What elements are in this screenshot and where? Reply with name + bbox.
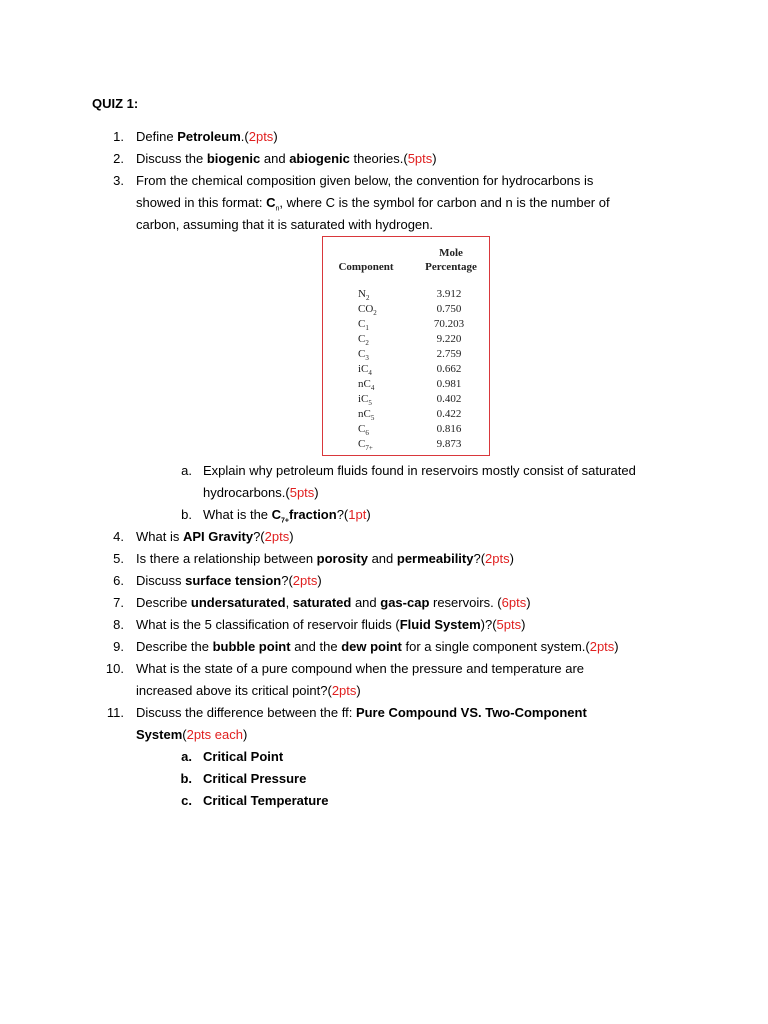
- table-row: [323, 302, 489, 317]
- component-cell: $C_6$: [358, 423, 369, 438]
- table-row: [323, 407, 489, 422]
- points-label: 2pts: [248, 129, 274, 144]
- component-cell: $iC_5$: [358, 393, 372, 408]
- percentage-cell: 0.750: [436, 303, 462, 315]
- table-row: [323, 392, 489, 407]
- component-cell: $iC_4$: [358, 363, 372, 378]
- question-number: 7.: [113, 595, 124, 610]
- table-row: [323, 422, 489, 437]
- percentage-cell: 0.981: [436, 378, 462, 390]
- table-row: [323, 377, 489, 392]
- question-number: 8.: [113, 617, 124, 632]
- percentage-cell: 70.203: [433, 318, 465, 330]
- percentage-cell: 0.422: [436, 408, 462, 420]
- question-number: a.: [181, 463, 192, 478]
- question-number: 3.: [113, 173, 124, 188]
- question-number: 5.: [113, 551, 124, 566]
- component-cell: $C_3$: [358, 348, 369, 363]
- question-number: c.: [181, 793, 192, 808]
- question-number: b.: [181, 507, 192, 522]
- component-cell: $N_2$: [358, 288, 370, 303]
- points-label: 2pts: [485, 551, 510, 566]
- percentage-cell: 0.816: [436, 423, 462, 435]
- quiz-title: QUIZ 1:: [92, 96, 139, 111]
- question-number: b.: [180, 771, 192, 786]
- component-cell: $C_1$: [358, 318, 369, 333]
- points-label: 1pt: [348, 507, 367, 522]
- table-row: [323, 362, 489, 377]
- component-cell: $C_2$: [358, 333, 369, 348]
- points-label: 5pts: [289, 485, 315, 500]
- points-label: 5pts: [407, 151, 433, 166]
- table-row: [323, 347, 489, 362]
- question-number: 10.: [105, 661, 124, 676]
- table-row: [323, 332, 489, 347]
- question-number: 9.: [113, 639, 124, 654]
- table-row: [323, 287, 489, 302]
- table-header-mole: Mole: [439, 247, 463, 259]
- percentage-cell: 0.402: [436, 393, 462, 405]
- component-cell: $CO_2$: [358, 303, 377, 318]
- table-row: [323, 317, 489, 332]
- percentage-cell: 2.759: [436, 348, 462, 360]
- question-number: 11.: [106, 705, 124, 720]
- question-number: 2.: [113, 151, 124, 166]
- component-cell: $nC_5$: [358, 408, 375, 423]
- question-number: 4.: [113, 529, 124, 544]
- question-number: 6.: [113, 573, 124, 588]
- question-number: a.: [181, 749, 192, 764]
- points-label: 6pts: [501, 595, 527, 610]
- composition-table: [322, 236, 490, 456]
- percentage-cell: 9.220: [436, 333, 462, 345]
- percentage-cell: 3.912: [436, 288, 462, 300]
- table-header-percentage: Percentage: [425, 261, 477, 273]
- points-label: 2pts: [292, 573, 318, 588]
- points-label: 2pts: [264, 529, 290, 544]
- component-cell: $C_{7+}$: [358, 438, 373, 453]
- table-header-component: Component: [338, 261, 394, 273]
- percentage-cell: 0.662: [436, 363, 462, 375]
- points-label: 5pts: [496, 617, 522, 632]
- points-label: 2pts each: [186, 727, 243, 742]
- percentage-cell: 9.873: [436, 438, 462, 450]
- points-label: 2pts: [589, 639, 615, 654]
- table-row: [323, 437, 489, 452]
- component-cell: $nC_4$: [358, 378, 375, 393]
- points-label: 2pts: [331, 683, 357, 698]
- question-number: 1.: [113, 129, 124, 144]
